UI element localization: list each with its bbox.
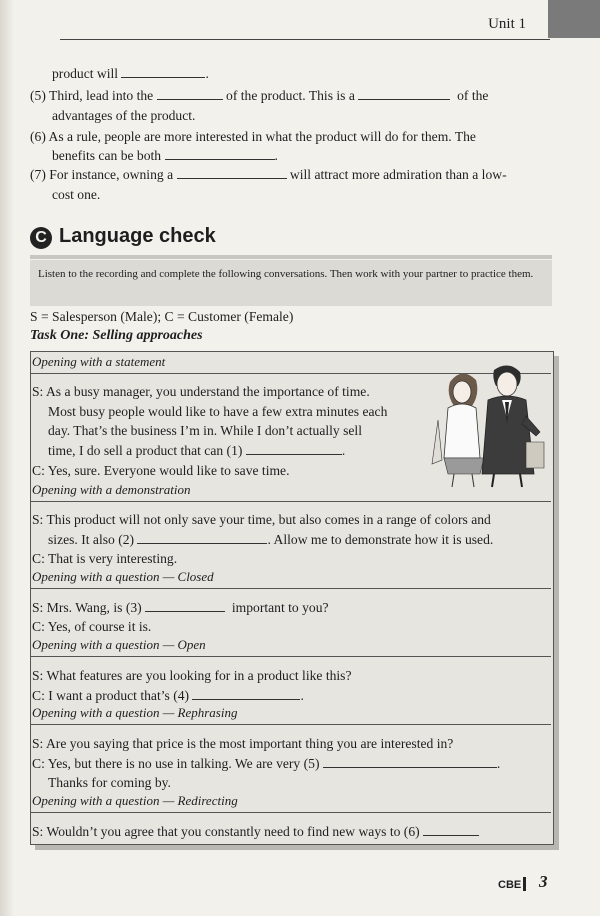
closed-s1: S: Mrs. Wang, is (3) important to you? [32,600,329,615]
customer-figure [432,373,484,487]
item-5-line-1: (5) Third, lead into the of the product. This is a of the [30,88,489,103]
closed-c1: C: Yes, of course it is. [32,619,152,634]
page-edge-shadow [0,0,14,916]
statement-s4: time, I do sell a product that can (1) . [48,443,346,458]
rephrasing-c1: C: Yes, but there is no use in talking. We are very (5) . [32,756,501,771]
heading-redirecting: Opening with a question — Redirecting [32,793,238,808]
footer-divider [523,877,526,891]
subheading-rule [31,588,551,589]
heading-closed: Opening with a question — Closed [32,569,214,584]
blank[interactable] [121,65,205,78]
page-header [0,0,600,38]
open-c1: C: I want a product that’s (4) . [32,688,304,703]
blank[interactable] [157,87,223,100]
subheading-rule [31,656,551,657]
statement-s3: day. That’s the business I’m in. While I don’t actually sell [48,423,362,438]
footer-brand: CBE [498,879,522,891]
statement-s2: Most busy people would like to have a few extra minutes each [48,404,388,419]
fill-line-product-will: product will . [52,66,209,81]
header-rule [60,39,550,40]
salesperson-customer-illustration [430,360,548,488]
blank-5[interactable] [323,755,497,768]
heading-statement: Opening with a statement [32,354,166,369]
item-6-line-2: benefits can be both . [52,148,278,163]
salesperson-figure [482,365,544,487]
blank-1[interactable] [246,442,342,455]
unit-label: Unit 1 [488,16,526,32]
subheading-rule [31,724,551,725]
section-rule [30,255,552,259]
blank[interactable] [165,147,275,160]
item-5-line-2: advantages of the product. [52,108,196,123]
instructions-text: Listen to the recording and complete the following conversations. Then work with your partner to practice them. [38,268,534,280]
demonstration-s1: S: This product will not only save your time, but also comes in a range of colors and [32,512,491,527]
demonstration-s2: sizes. It also (2) . Allow me to demonstrate how it is used. [48,532,494,547]
heading-demonstration: Opening with a demonstration [32,482,191,497]
blank[interactable] [358,87,450,100]
rephrasing-c2: Thanks for coming by. [48,775,171,790]
section-letter-icon: C [30,227,52,249]
demonstration-c1: C: That is very interesting. [32,551,178,566]
page-number: 3 [539,872,548,891]
task-title: Task One: Selling approaches [30,328,203,343]
subheading-rule [31,501,551,502]
item-7-line-2: cost one. [52,187,101,202]
blank-4[interactable] [192,687,300,700]
unit-tab [548,0,600,38]
heading-open: Opening with a question — Open [32,637,206,652]
subheading-rule [31,812,551,813]
statement-c1: C: Yes, sure. Everyone would like to save time. [32,463,290,478]
blank-2[interactable] [137,531,267,544]
redirecting-s1: S: Wouldn’t you agree that you constantly need to find new ways to (6) [32,822,479,841]
heading-rephrasing: Opening with a question — Rephrasing [32,705,238,720]
speaker-legend: S = Salesperson (Male); C = Customer (Female) [30,309,294,324]
blank-3[interactable] [145,599,225,612]
open-s1: S: What features are you looking for in a product like this? [32,668,352,683]
item-6-line-1: (6) As a rule, people are more interested in what the product will do for them. The [30,129,476,144]
rephrasing-s1: S: Are you saying that price is the most important thing you are interested in? [32,736,454,751]
blank-6[interactable] [423,823,479,836]
blank[interactable] [177,166,287,179]
item-7-line-1: (7) For instance, owning a will attract more admiration than a low- [30,167,507,182]
section-title: Language check [59,225,216,247]
statement-s1: S: As a busy manager, you understand the importance of time. [32,384,370,399]
